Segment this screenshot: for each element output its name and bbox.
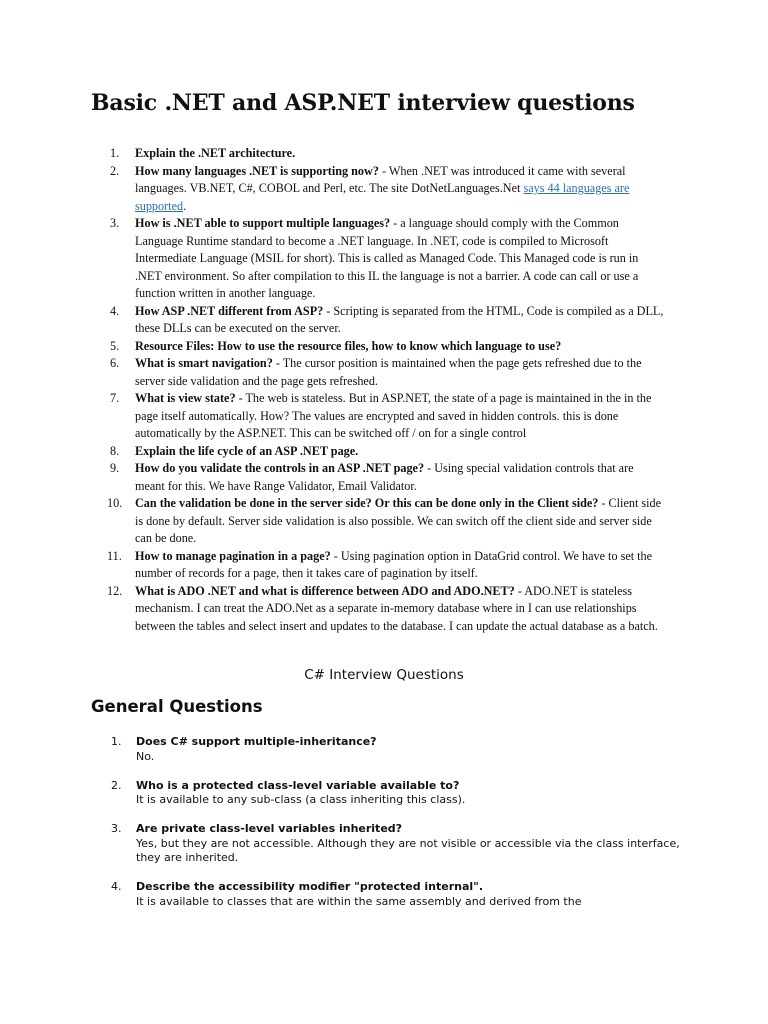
answer-text: - Scripting is separated from the HTML, Code is compiled as a DLL, these DLLs can be executed on the server.: [135, 303, 664, 335]
answer-text: - a language should comply with the Common Language Runtime standard to become a .NET language. In .NET, code is compiled to Microsoft Intermediate Language (MSIL for short). This is called as Managed Code. This Managed code is run in .NET environment. So after compilation to this IL the language is not a barrier. A code can call or use a function written in another language.: [135, 216, 639, 300]
question-text: Does C# support multiple-inheritance?: [136, 735, 377, 748]
item-number: 7.: [110, 391, 120, 405]
list-item: [91, 735, 691, 764]
item-number: 12.: [107, 583, 123, 598]
answer-tail: .: [183, 198, 187, 213]
answer-text: - The cursor position is maintained when the page gets refreshed due to the server side validation and the page gets refreshed.: [135, 356, 642, 388]
question-text: Explain the life cycle of an ASP .NET page.: [135, 443, 359, 458]
item-number: 3.: [111, 822, 122, 835]
item-number: 4.: [110, 303, 120, 318]
list-item: [91, 460, 666, 495]
item-number: 2.: [111, 778, 122, 792]
item-number: 5.: [110, 338, 120, 353]
list-item: [91, 583, 666, 636]
question-text: How to manage pagination in a page?: [135, 548, 331, 563]
question-text: What is view state?: [135, 391, 236, 405]
item-number: 9.: [110, 461, 120, 475]
cs-section-title: C# Interview Questions: [304, 667, 464, 683]
question-text: Who is a protected class-level variable available to?: [136, 778, 460, 792]
question-text: How many languages .NET is supporting now?: [135, 163, 379, 178]
answer-text: - Client side is done by default. Server side validation is also possible. We can switch off the client side and server side can be done.: [135, 496, 662, 545]
answer-text: Yes, but they are not accessible. Although they are not visible or accessible via the class interface, they are inherited.: [136, 836, 680, 864]
list-item: [91, 443, 666, 461]
question-text: Explain the .NET architecture.: [135, 146, 296, 160]
answer-text: It is available to any sub-class (a class inheriting this class).: [136, 793, 466, 806]
item-number: 4.: [111, 880, 122, 893]
question-text: How do you validate the controls in an ASP .NET page?: [135, 461, 425, 475]
item-number: 3.: [110, 216, 120, 230]
item-number: 6.: [110, 356, 120, 370]
answer-text: - The web is stateless. But in ASP.NET, the state of a page is maintained in the in the page itself automatically. How? The values are encrypted and saved in hidden controls. this is done automatically by the ASP.NET. This can be switched off / on for a single control: [135, 391, 652, 440]
item-number: 8.: [110, 443, 120, 458]
item-number: 10.: [107, 496, 123, 510]
question-text: Describe the accessibility modifier "protected internal".: [136, 880, 484, 893]
answer-text: No.: [136, 749, 155, 763]
question-text: What is ADO .NET and what is difference between ADO and ADO.NET?: [135, 583, 515, 598]
question-text: What is smart navigation?: [135, 356, 273, 370]
question-text: Resource Files: How to use the resource files, how to know which language to use?: [135, 338, 562, 353]
page-title: Basic .NET and ASP.NET interview questions: [91, 90, 635, 116]
list-item: [91, 390, 666, 443]
item-number: 1.: [110, 146, 120, 160]
question-text: Are private class-level variables inherited?: [136, 822, 403, 835]
list-item: [91, 880, 691, 909]
item-number: 2.: [110, 163, 120, 178]
list-item: [91, 822, 691, 866]
question-text: Can the validation be done in the server side? Or this can be done only in the Client side?: [135, 496, 599, 510]
answer-text: - Using pagination option in DataGrid control. We have to set the number of records for a page, then it takes care of pagination by itself.: [135, 548, 653, 580]
list-item: [91, 495, 666, 548]
general-question-list: [91, 735, 691, 924]
answer-text: - Using special validation controls that are meant for this. We have Range Validator, Email Validator.: [135, 461, 634, 493]
list-item: [91, 163, 666, 216]
list-item: [91, 145, 666, 163]
item-number: 1.: [111, 735, 122, 748]
question-text: How is .NET able to support multiple languages?: [135, 216, 391, 230]
list-item: [91, 303, 666, 338]
question-text: How ASP .NET different from ASP?: [135, 303, 324, 318]
list-item: [91, 355, 666, 390]
answer-text: It is available to classes that are within the same assembly and derived from the: [136, 894, 582, 908]
list-item: [91, 548, 666, 583]
languages-link[interactable]: says 44 languages are supported: [135, 181, 630, 213]
list-item: [91, 779, 691, 808]
aspnet-question-list: [91, 145, 666, 635]
list-item: [91, 338, 666, 356]
item-number: 11.: [107, 548, 122, 563]
general-questions-heading: General Questions: [91, 697, 263, 716]
answer-text: - When .NET was introduced it came with several languages. VB.NET, C#, COBOL and Perl, etc. The site DotNetLanguages.Net: [135, 163, 626, 195]
answer-text: - ADO.NET is stateless mechanism. I can treat the ADO.Net as a separate in-memory database where in I can use relationships between the tables and select insert and updates to the database. I can update the actual database as a batch.: [135, 583, 658, 633]
list-item: [91, 215, 666, 303]
